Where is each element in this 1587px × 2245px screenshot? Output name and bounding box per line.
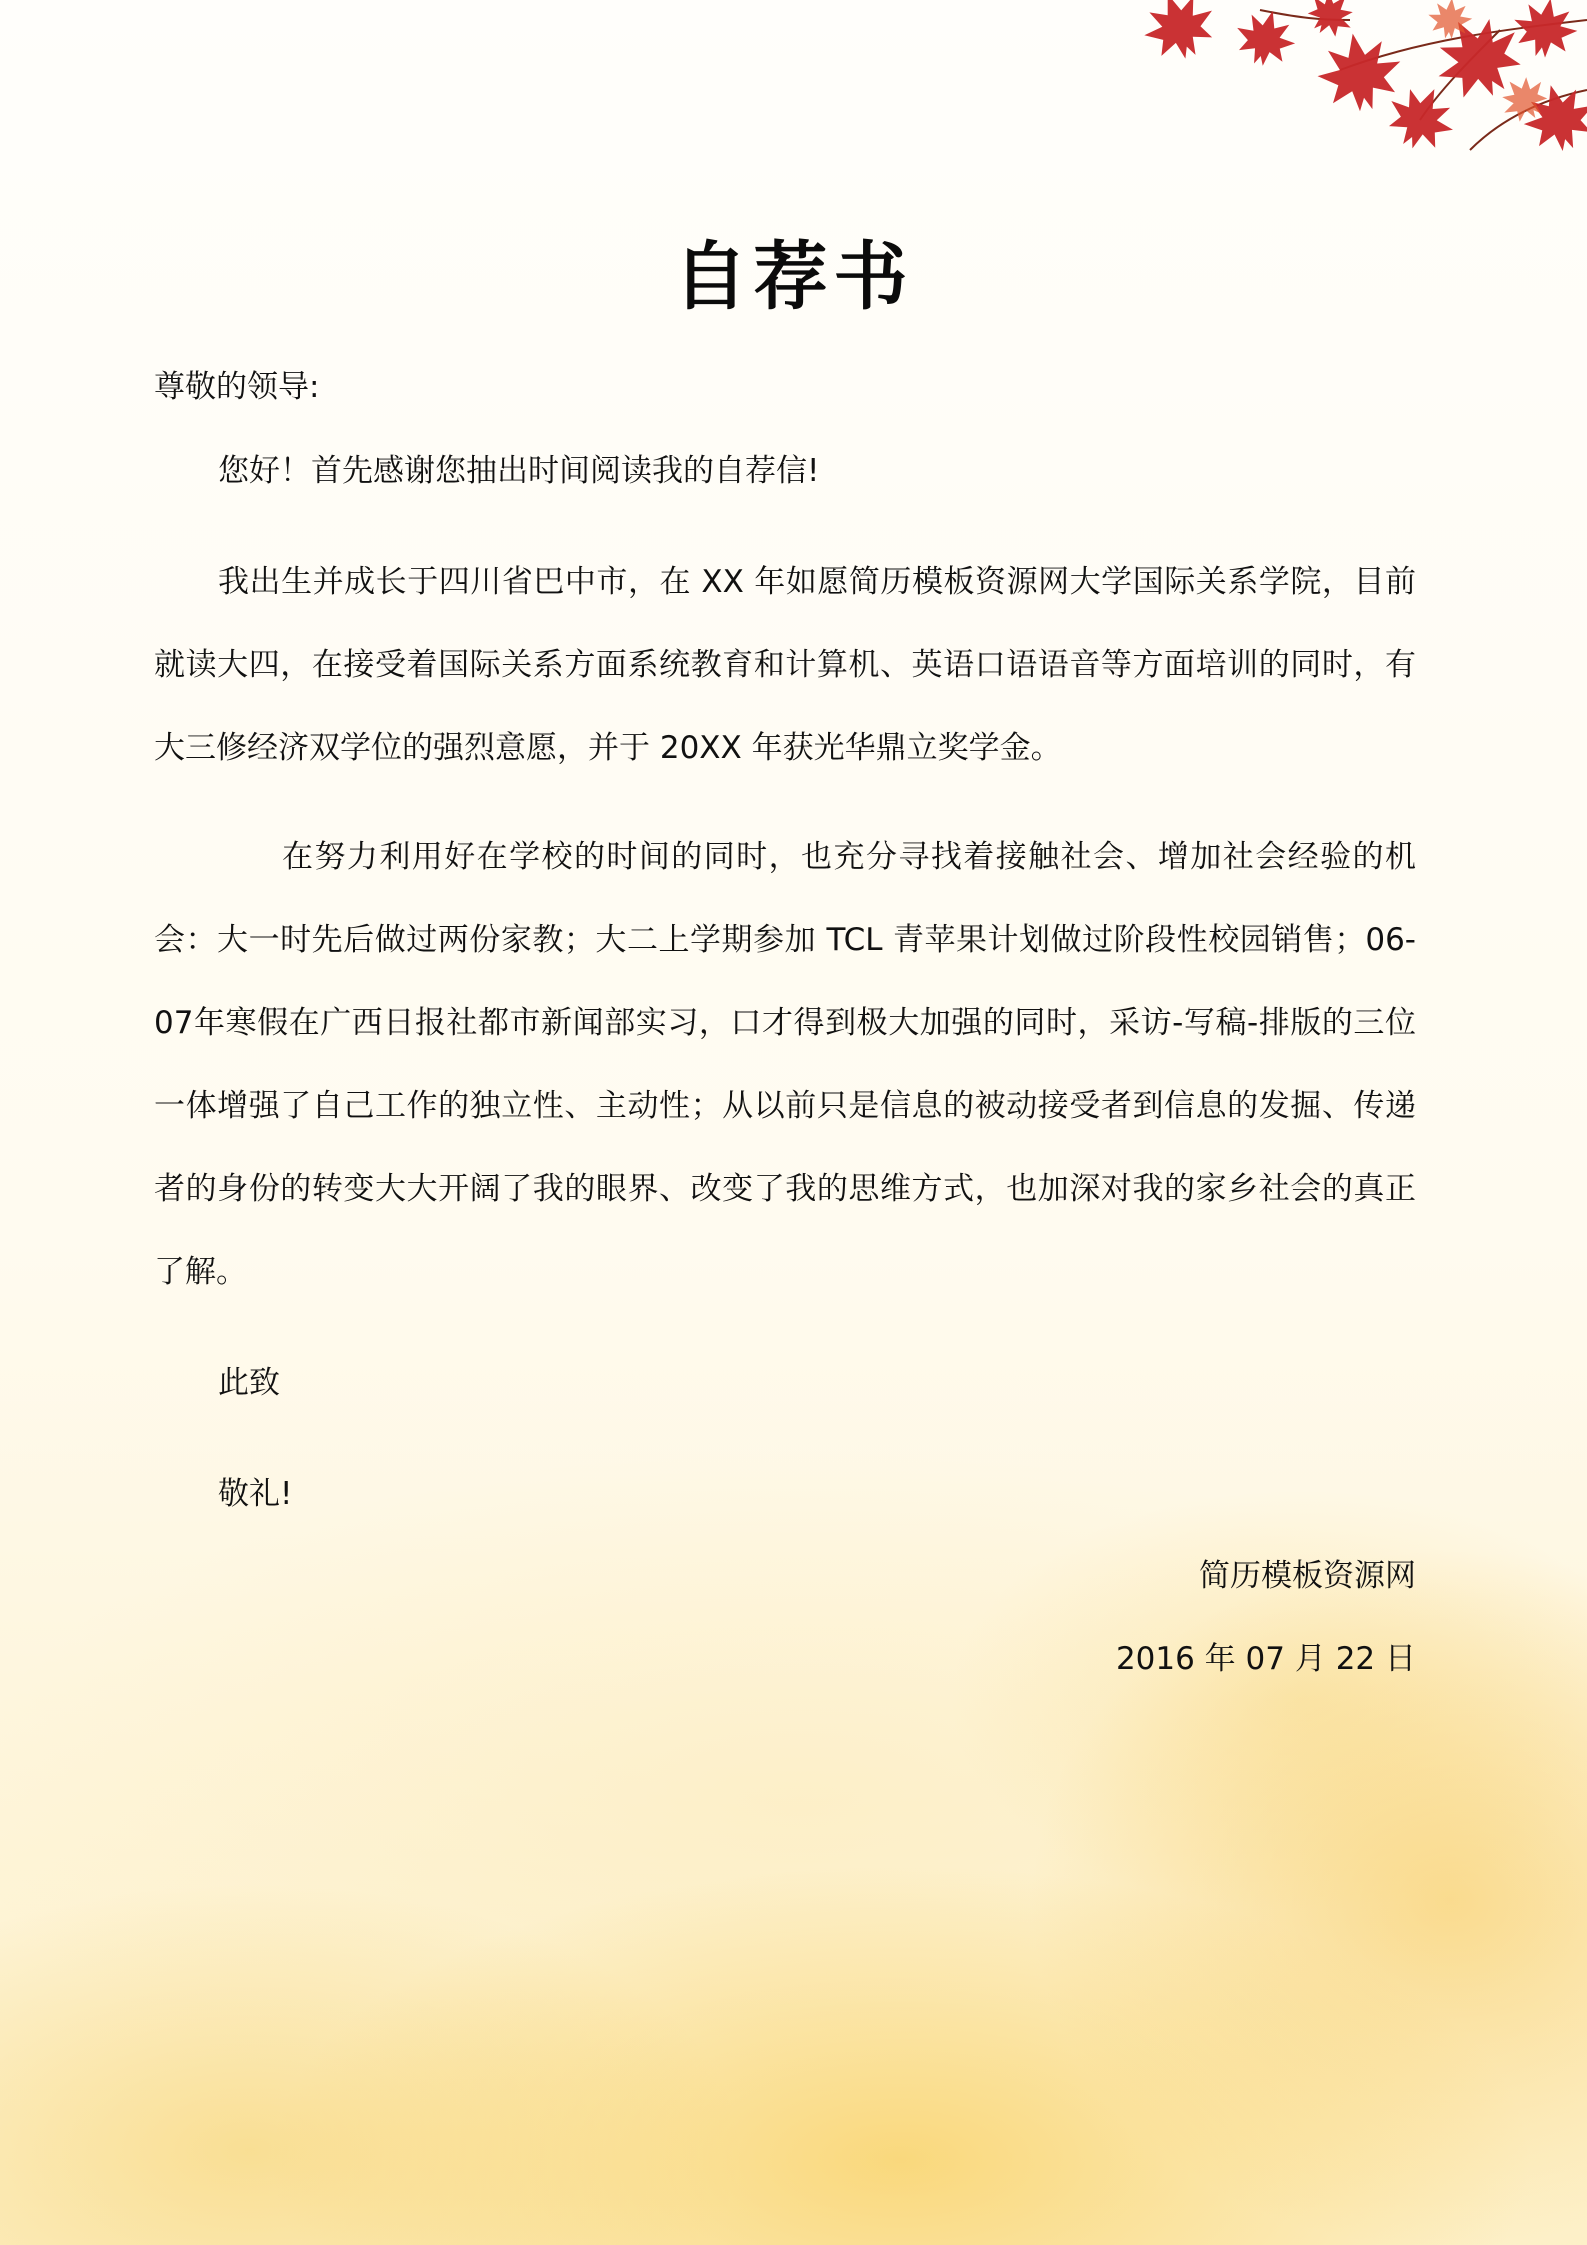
greeting: 您好！首先感谢您抽出时间阅读我的自荐信! (218, 453, 820, 489)
body-paragraph-1: 我出生并成长于四川省巴中市，在 XX 年如愿简历模板资源网大学国际关系学院，目前就读大四，在接受着国际关系方面系统教育和计算机、英语口语语音等方面培训的同时，有大三修经济双学位的强烈意愿，并于 20XX 年获光华鼎立奖学金。 (154, 564, 1416, 766)
body-paragraph-2: 在努力利用好在学校的时间的同时，也充分寻找着接触社会、增加社会经验的机会：大一时先后做过两份家教；大二上学期参加 TCL 青苹果计划做过阶段性校园销售；06-07年寒假在广西日报社都市新闻部实习，口才得到极大加强的同时，采访-写稿-排版的三位一体增强了自己工作的独立性、主动性；从以前只是信息的被动接受者到信息的发掘、传递者的身份的转变大大开阔了我的眼界、改变了我的思维方式，也加深对我的家乡社会的真正了解。 (154, 839, 1416, 1290)
page-title: 自荐书 (673, 234, 914, 320)
closing-text: 此致 (218, 1365, 280, 1401)
signature: 简历模板资源网 (1199, 1558, 1416, 1594)
regards-text: 敬礼! (218, 1476, 293, 1512)
letter-date: 2016 年 07 月 22 日 (1115, 1641, 1416, 1677)
salutation: 尊敬的领导: (154, 369, 320, 405)
